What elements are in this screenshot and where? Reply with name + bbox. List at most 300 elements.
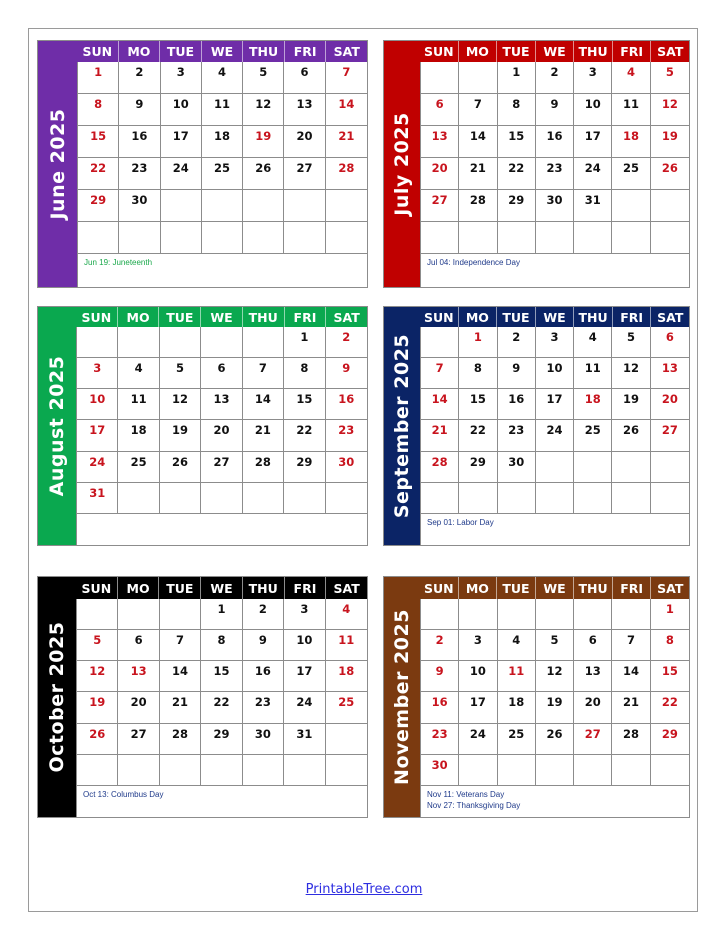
- day-cell: 5: [536, 630, 574, 661]
- month-label-column: [384, 307, 420, 545]
- weekday-label: SAT: [650, 41, 689, 62]
- month-label-column: [38, 41, 77, 287]
- weekday-label: SAT: [650, 577, 689, 599]
- day-cell: 7: [243, 358, 284, 389]
- day-cell: 20: [118, 692, 159, 723]
- day-cell: 7: [160, 630, 201, 661]
- day-cell: 29: [201, 724, 242, 755]
- day-cell: 17: [161, 126, 202, 158]
- day-grid: [77, 62, 367, 254]
- day-grid: [420, 599, 689, 786]
- day-cell: 27: [201, 452, 242, 483]
- day-cell: 5: [77, 630, 118, 661]
- empty-day-cell: [498, 755, 536, 786]
- day-cell: 8: [498, 94, 536, 126]
- day-cell: 24: [77, 452, 118, 483]
- day-cell: 7: [421, 358, 459, 389]
- empty-day-cell: [326, 755, 367, 786]
- day-cell: 13: [574, 661, 612, 692]
- day-cell: 23: [498, 420, 536, 451]
- day-cell: 23: [421, 724, 459, 755]
- day-cell: 9: [243, 630, 284, 661]
- empty-day-cell: [119, 222, 160, 254]
- day-cell: 18: [202, 126, 243, 158]
- day-cell: 15: [284, 389, 325, 420]
- empty-day-cell: [326, 724, 367, 755]
- day-cell: 8: [78, 94, 119, 126]
- weekday-label: FRI: [284, 41, 326, 62]
- holiday-notes: [420, 254, 689, 287]
- day-grid: [420, 62, 689, 254]
- weekday-label: MO: [117, 577, 159, 599]
- empty-day-cell: [651, 483, 689, 514]
- holiday-notes: [420, 786, 689, 817]
- empty-day-cell: [459, 599, 497, 630]
- empty-day-cell: [498, 599, 536, 630]
- day-cell: 29: [498, 190, 536, 222]
- empty-day-cell: [612, 483, 650, 514]
- empty-day-cell: [536, 755, 574, 786]
- day-cell: 18: [498, 692, 536, 723]
- day-cell: 3: [574, 62, 612, 94]
- day-cell: 3: [459, 630, 497, 661]
- day-cell: 20: [284, 126, 325, 158]
- day-cell: 22: [201, 692, 242, 723]
- day-cell: 27: [574, 724, 612, 755]
- holiday-note: Jun 19: Juneteenth: [84, 258, 153, 267]
- day-cell: 21: [243, 420, 284, 451]
- day-cell: 31: [284, 724, 325, 755]
- holiday-note: Nov 27: Thanksgiving Day: [427, 801, 521, 810]
- day-cell: 23: [243, 692, 284, 723]
- day-cell: 22: [459, 420, 497, 451]
- empty-day-cell: [651, 190, 689, 222]
- empty-day-cell: [118, 327, 159, 358]
- empty-day-cell: [78, 222, 119, 254]
- empty-day-cell: [202, 222, 243, 254]
- day-cell: 20: [651, 389, 689, 420]
- month-title: November 2025: [391, 609, 413, 785]
- empty-day-cell: [201, 755, 242, 786]
- day-cell: 14: [612, 661, 650, 692]
- empty-day-cell: [459, 755, 497, 786]
- day-cell: 22: [78, 158, 119, 190]
- empty-day-cell: [421, 599, 459, 630]
- holiday-note: Oct 13: Columbus Day: [83, 790, 164, 799]
- day-cell: 17: [536, 389, 574, 420]
- weekday-label: MO: [118, 41, 160, 62]
- empty-day-cell: [421, 62, 459, 94]
- day-cell: 22: [651, 692, 689, 723]
- empty-day-cell: [651, 755, 689, 786]
- day-cell: 3: [536, 327, 574, 358]
- day-cell: 24: [161, 158, 202, 190]
- day-cell: 21: [326, 126, 367, 158]
- empty-day-cell: [77, 327, 118, 358]
- day-cell: 2: [498, 327, 536, 358]
- day-cell: 9: [119, 94, 160, 126]
- empty-day-cell: [160, 599, 201, 630]
- day-cell: 13: [118, 661, 159, 692]
- day-cell: 7: [326, 62, 367, 94]
- weekday-label: MO: [117, 307, 159, 327]
- day-cell: 18: [326, 661, 367, 692]
- day-cell: 13: [284, 94, 325, 126]
- day-cell: 24: [284, 692, 325, 723]
- day-cell: 4: [612, 62, 650, 94]
- weekday-header: [76, 307, 367, 327]
- day-cell: 28: [421, 452, 459, 483]
- day-cell: 25: [326, 692, 367, 723]
- weekday-label: TUE: [496, 307, 535, 327]
- weekday-label: SUN: [81, 309, 112, 325]
- weekday-label: SAT: [325, 41, 367, 62]
- month-title: October 2025: [46, 621, 68, 773]
- weekday-label: SUN: [423, 309, 454, 325]
- day-cell: 8: [284, 358, 325, 389]
- weekday-label: THU: [242, 41, 284, 62]
- day-cell: 6: [651, 327, 689, 358]
- weekday-label: WE: [200, 577, 242, 599]
- day-cell: 4: [118, 358, 159, 389]
- day-cell: 11: [498, 661, 536, 692]
- day-cell: 26: [612, 420, 650, 451]
- empty-day-cell: [536, 599, 574, 630]
- day-cell: 16: [326, 389, 367, 420]
- weekday-label: FRI: [612, 41, 651, 62]
- day-cell: 13: [651, 358, 689, 389]
- day-cell: 4: [202, 62, 243, 94]
- weekday-label: FRI: [612, 307, 651, 327]
- day-cell: 10: [459, 661, 497, 692]
- day-cell: 20: [574, 692, 612, 723]
- weekday-header: [420, 577, 689, 599]
- day-cell: 27: [118, 724, 159, 755]
- day-cell: 3: [161, 62, 202, 94]
- day-cell: 18: [118, 420, 159, 451]
- weekday-label: MO: [458, 307, 497, 327]
- day-cell: 2: [326, 327, 367, 358]
- day-cell: 4: [574, 327, 612, 358]
- weekday-label: SUN: [81, 580, 112, 596]
- day-cell: 28: [160, 724, 201, 755]
- weekday-label: FRI: [612, 577, 651, 599]
- day-cell: 25: [612, 158, 650, 190]
- empty-day-cell: [243, 222, 284, 254]
- empty-day-cell: [574, 222, 612, 254]
- month-title: August 2025: [46, 355, 68, 497]
- month-label-column: [384, 577, 420, 817]
- weekday-label: THU: [242, 577, 284, 599]
- day-cell: 1: [498, 62, 536, 94]
- day-grid: [76, 327, 367, 514]
- empty-day-cell: [118, 755, 159, 786]
- weekday-label: TUE: [496, 577, 535, 599]
- day-cell: 30: [421, 755, 459, 786]
- day-cell: 12: [651, 94, 689, 126]
- day-cell: 3: [284, 599, 325, 630]
- weekday-label: SUN: [423, 580, 454, 596]
- calendar-august: [37, 306, 368, 546]
- weekday-header: [420, 307, 689, 327]
- day-cell: 20: [201, 420, 242, 451]
- empty-day-cell: [284, 483, 325, 514]
- day-cell: 17: [284, 661, 325, 692]
- day-cell: 2: [421, 630, 459, 661]
- day-cell: 5: [243, 62, 284, 94]
- day-cell: 19: [160, 420, 201, 451]
- day-cell: 27: [421, 190, 459, 222]
- day-cell: 16: [243, 661, 284, 692]
- day-cell: 6: [284, 62, 325, 94]
- weekday-label: WE: [535, 41, 574, 62]
- empty-day-cell: [574, 483, 612, 514]
- day-cell: 29: [651, 724, 689, 755]
- empty-day-cell: [202, 190, 243, 222]
- weekday-label: FRI: [284, 307, 326, 327]
- day-cell: 27: [284, 158, 325, 190]
- weekday-label: TUE: [158, 577, 200, 599]
- day-cell: 26: [536, 724, 574, 755]
- empty-day-cell: [574, 452, 612, 483]
- day-cell: 5: [612, 327, 650, 358]
- month-label-column: [38, 577, 76, 817]
- empty-day-cell: [284, 222, 325, 254]
- empty-day-cell: [574, 755, 612, 786]
- day-cell: 15: [201, 661, 242, 692]
- empty-day-cell: [574, 599, 612, 630]
- day-grid: [76, 599, 367, 786]
- day-cell: 19: [536, 692, 574, 723]
- empty-day-cell: [77, 599, 118, 630]
- day-cell: 24: [574, 158, 612, 190]
- empty-day-cell: [536, 222, 574, 254]
- weekday-label: SUN: [82, 44, 113, 59]
- day-cell: 18: [574, 389, 612, 420]
- empty-day-cell: [243, 190, 284, 222]
- day-cell: 23: [326, 420, 367, 451]
- day-cell: 22: [498, 158, 536, 190]
- day-cell: 30: [498, 452, 536, 483]
- day-grid: [420, 327, 689, 514]
- day-cell: 16: [498, 389, 536, 420]
- day-cell: 24: [459, 724, 497, 755]
- empty-day-cell: [201, 483, 242, 514]
- day-cell: 15: [651, 661, 689, 692]
- weekday-header: [76, 577, 367, 599]
- day-cell: 30: [243, 724, 284, 755]
- weekday-label: SAT: [325, 307, 367, 327]
- weekday-label: THU: [573, 307, 612, 327]
- empty-day-cell: [421, 222, 459, 254]
- day-cell: 17: [574, 126, 612, 158]
- day-cell: 31: [574, 190, 612, 222]
- day-cell: 25: [202, 158, 243, 190]
- day-cell: 21: [160, 692, 201, 723]
- empty-day-cell: [421, 483, 459, 514]
- day-cell: 27: [651, 420, 689, 451]
- day-cell: 26: [160, 452, 201, 483]
- day-cell: 1: [651, 599, 689, 630]
- day-cell: 22: [284, 420, 325, 451]
- empty-day-cell: [651, 222, 689, 254]
- day-cell: 30: [326, 452, 367, 483]
- day-cell: 14: [459, 126, 497, 158]
- calendar-july: [383, 40, 690, 288]
- day-cell: 28: [459, 190, 497, 222]
- day-cell: 2: [536, 62, 574, 94]
- empty-day-cell: [612, 190, 650, 222]
- weekday-label: THU: [573, 577, 612, 599]
- empty-day-cell: [118, 483, 159, 514]
- day-cell: 24: [536, 420, 574, 451]
- empty-day-cell: [651, 452, 689, 483]
- empty-day-cell: [161, 190, 202, 222]
- day-cell: 30: [119, 190, 160, 222]
- weekday-label: MO: [458, 577, 497, 599]
- weekday-header: [420, 41, 689, 62]
- weekday-label: MO: [458, 41, 497, 62]
- weekday-label: WE: [535, 307, 574, 327]
- day-cell: 6: [201, 358, 242, 389]
- day-cell: 17: [459, 692, 497, 723]
- day-cell: 16: [421, 692, 459, 723]
- day-cell: 26: [77, 724, 118, 755]
- day-cell: 28: [243, 452, 284, 483]
- day-cell: 1: [459, 327, 497, 358]
- day-cell: 14: [243, 389, 284, 420]
- day-cell: 11: [574, 358, 612, 389]
- day-cell: 1: [284, 327, 325, 358]
- empty-day-cell: [612, 755, 650, 786]
- weekday-label: THU: [573, 41, 612, 62]
- day-cell: 29: [284, 452, 325, 483]
- day-cell: 13: [421, 126, 459, 158]
- day-cell: 26: [651, 158, 689, 190]
- weekday-label: SAT: [325, 577, 367, 599]
- day-cell: 3: [77, 358, 118, 389]
- weekday-label: TUE: [496, 41, 535, 62]
- weekday-label: THU: [242, 307, 284, 327]
- calendar-september: [383, 306, 690, 546]
- holiday-notes: [420, 514, 689, 545]
- day-cell: 7: [612, 630, 650, 661]
- weekday-label: WE: [200, 307, 242, 327]
- day-cell: 28: [612, 724, 650, 755]
- day-cell: 23: [119, 158, 160, 190]
- day-cell: 12: [160, 389, 201, 420]
- day-cell: 5: [160, 358, 201, 389]
- empty-day-cell: [459, 62, 497, 94]
- day-cell: 2: [119, 62, 160, 94]
- day-cell: 28: [326, 158, 367, 190]
- weekday-label: TUE: [158, 307, 200, 327]
- day-cell: 21: [459, 158, 497, 190]
- day-cell: 11: [326, 630, 367, 661]
- day-cell: 11: [118, 389, 159, 420]
- day-cell: 14: [326, 94, 367, 126]
- empty-day-cell: [243, 755, 284, 786]
- day-cell: 8: [459, 358, 497, 389]
- empty-day-cell: [160, 327, 201, 358]
- day-cell: 29: [459, 452, 497, 483]
- day-cell: 10: [77, 389, 118, 420]
- weekday-label: WE: [535, 577, 574, 599]
- day-cell: 11: [202, 94, 243, 126]
- day-cell: 9: [536, 94, 574, 126]
- weekday-header: [77, 41, 367, 62]
- empty-day-cell: [118, 599, 159, 630]
- day-cell: 17: [77, 420, 118, 451]
- day-cell: 15: [459, 389, 497, 420]
- day-cell: 16: [536, 126, 574, 158]
- holiday-notes: [76, 786, 367, 817]
- month-title: June 2025: [46, 108, 69, 220]
- calendar-june: [37, 40, 368, 288]
- day-cell: 8: [201, 630, 242, 661]
- day-cell: 10: [574, 94, 612, 126]
- empty-day-cell: [284, 190, 325, 222]
- day-cell: 19: [651, 126, 689, 158]
- empty-day-cell: [612, 599, 650, 630]
- day-cell: 8: [651, 630, 689, 661]
- day-cell: 5: [651, 62, 689, 94]
- empty-day-cell: [284, 755, 325, 786]
- empty-day-cell: [326, 222, 367, 254]
- empty-day-cell: [161, 222, 202, 254]
- day-cell: 9: [498, 358, 536, 389]
- day-cell: 30: [536, 190, 574, 222]
- empty-day-cell: [77, 755, 118, 786]
- empty-day-cell: [459, 483, 497, 514]
- empty-day-cell: [612, 222, 650, 254]
- day-cell: 13: [201, 389, 242, 420]
- day-cell: 1: [78, 62, 119, 94]
- day-cell: 20: [421, 158, 459, 190]
- holiday-note: Sep 01: Labor Day: [427, 518, 494, 527]
- empty-day-cell: [160, 755, 201, 786]
- day-cell: 7: [459, 94, 497, 126]
- day-cell: 15: [78, 126, 119, 158]
- empty-day-cell: [201, 327, 242, 358]
- day-cell: 9: [421, 661, 459, 692]
- footer-link[interactable]: PrintableTree.com: [305, 882, 423, 897]
- day-cell: 25: [574, 420, 612, 451]
- day-cell: 23: [536, 158, 574, 190]
- day-cell: 25: [498, 724, 536, 755]
- empty-day-cell: [326, 190, 367, 222]
- empty-day-cell: [459, 222, 497, 254]
- month-title: September 2025: [391, 333, 413, 519]
- month-label-column: [38, 307, 76, 545]
- weekday-label: WE: [201, 41, 243, 62]
- weekday-label: SUN: [423, 44, 454, 59]
- day-cell: 19: [612, 389, 650, 420]
- day-cell: 10: [536, 358, 574, 389]
- empty-day-cell: [160, 483, 201, 514]
- day-cell: 31: [77, 483, 118, 514]
- day-cell: 6: [574, 630, 612, 661]
- holiday-note: Nov 11: Veterans Day: [427, 790, 505, 799]
- holiday-notes: [77, 254, 367, 287]
- day-cell: 11: [612, 94, 650, 126]
- empty-day-cell: [536, 483, 574, 514]
- empty-day-cell: [498, 483, 536, 514]
- day-cell: 10: [161, 94, 202, 126]
- day-cell: 14: [421, 389, 459, 420]
- weekday-label: FRI: [284, 577, 326, 599]
- day-cell: 4: [326, 599, 367, 630]
